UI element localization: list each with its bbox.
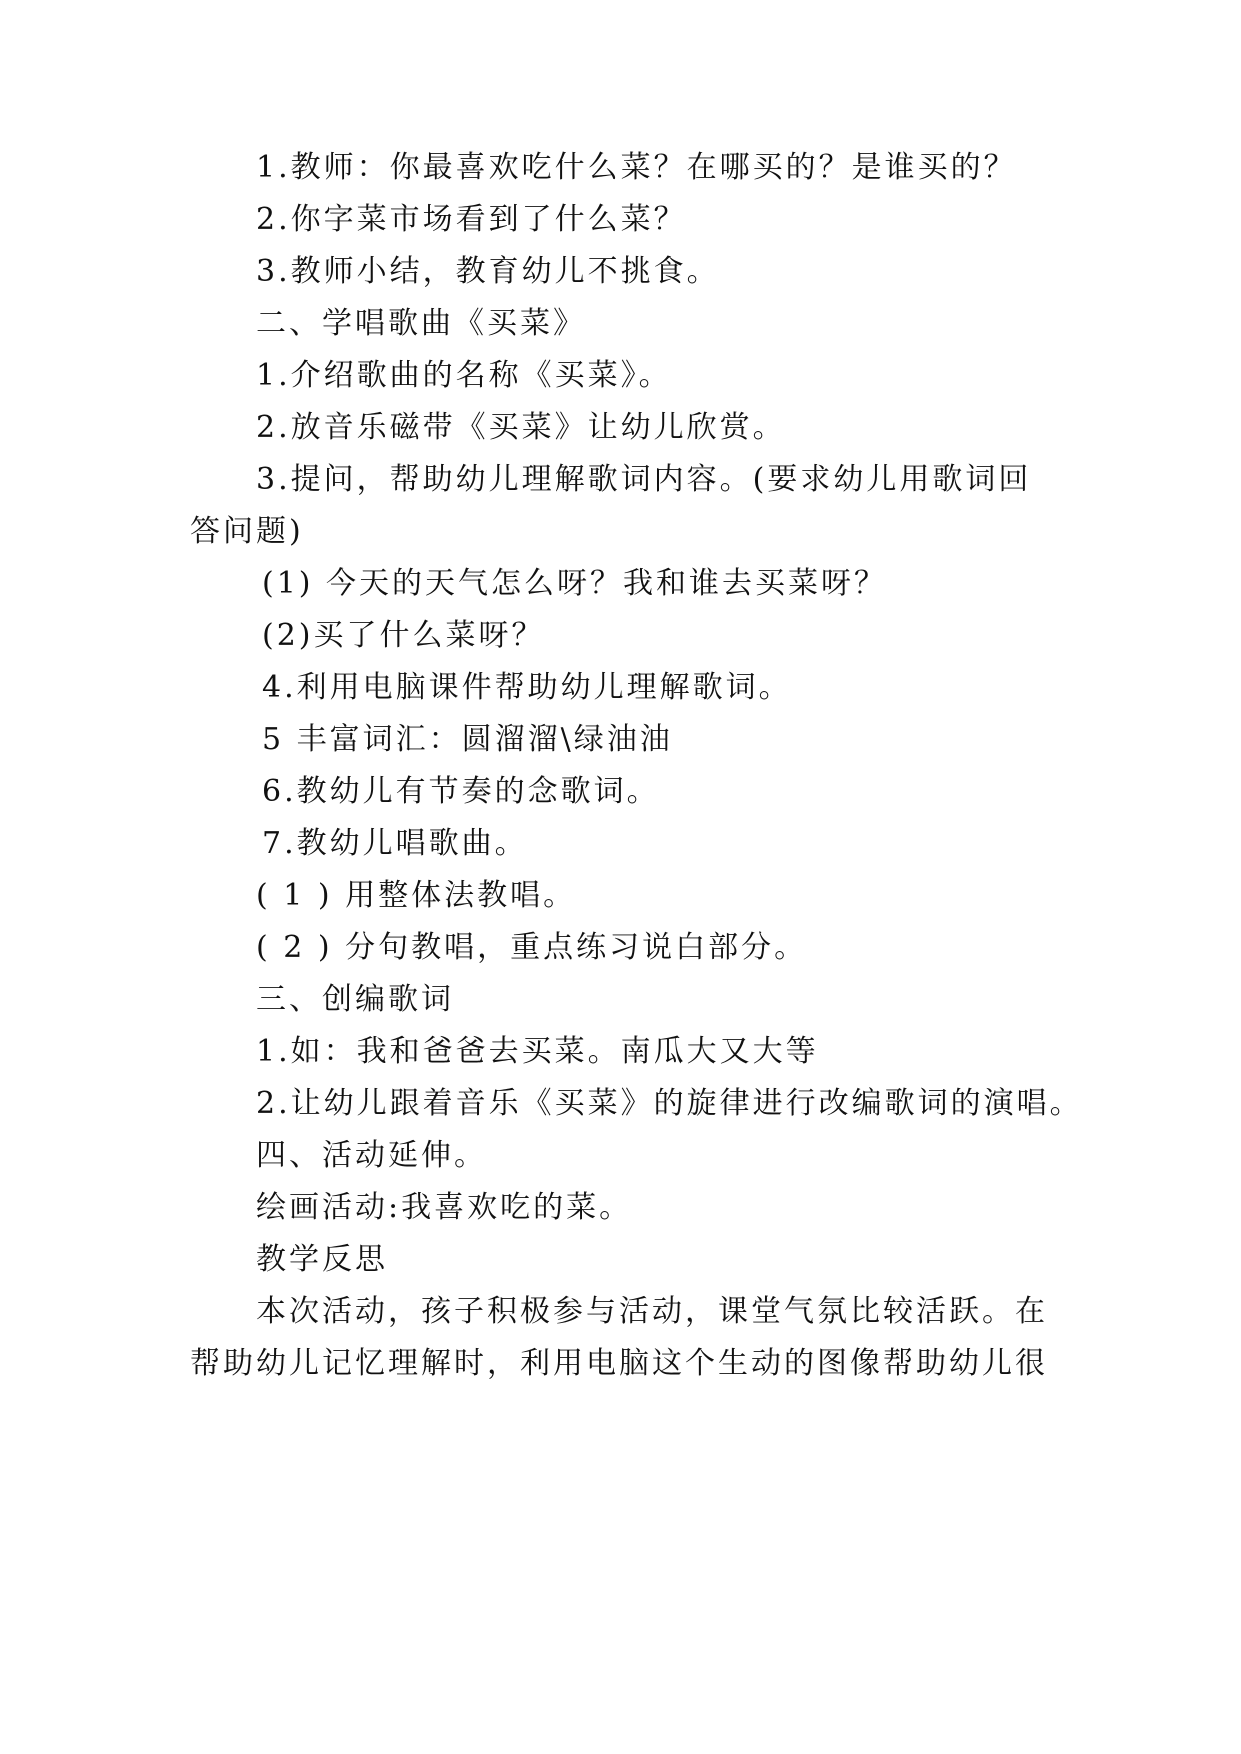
section-heading: 三、创编歌词 bbox=[256, 982, 454, 1017]
text-line: ( 2 ) 分句教唱，重点练习说白部分。 bbox=[256, 930, 808, 965]
text-line: 6.教幼儿有节奏的念歌词。 bbox=[262, 774, 660, 809]
text-line: 5 丰富词汇：圆溜溜\绿油油 bbox=[262, 722, 673, 757]
section-heading: 四、活动延伸。 bbox=[256, 1138, 487, 1173]
text-line: 2.你字菜市场看到了什么菜？ bbox=[256, 202, 687, 237]
text-line: ( 1 ) 用整体法教唱。 bbox=[256, 878, 577, 913]
text-line: 1.教师：你最喜欢吃什么菜？在哪买的？是谁买的？ bbox=[256, 150, 1017, 185]
text-line: 2.让幼儿跟着音乐《买菜》的旋律进行改编歌词的演唱。 bbox=[256, 1086, 1083, 1121]
section-heading: 二、学唱歌曲《买菜》 bbox=[256, 306, 586, 341]
text-line: 3.教师小结，教育幼儿不挑食。 bbox=[256, 254, 720, 289]
text-line: 1.如：我和爸爸去买菜。南瓜大又大等 bbox=[256, 1034, 819, 1069]
text-line: 2.放音乐磁带《买菜》让幼儿欣赏。 bbox=[256, 410, 786, 445]
text-line: 4.利用电脑课件帮助幼儿理解歌词。 bbox=[262, 670, 792, 705]
text-line: (1) 今天的天气怎么呀？我和谁去买菜呀？ bbox=[262, 566, 888, 601]
text-line: 本次活动，孩子积极参与活动，课堂气氛比较活跃。在 bbox=[256, 1294, 1048, 1329]
text-line: 帮助幼儿记忆理解时，利用电脑这个生动的图像帮助幼儿很 bbox=[190, 1346, 1048, 1381]
text-line: 答问题) bbox=[190, 514, 304, 549]
text-line: 1.介绍歌曲的名称《买菜》。 bbox=[256, 358, 672, 393]
section-heading: 教学反思 bbox=[256, 1242, 388, 1277]
text-line: 7.教幼儿唱歌曲。 bbox=[262, 826, 528, 861]
text-line: (2)买了什么菜呀？ bbox=[262, 618, 545, 653]
text-line: 绘画活动:我喜欢吃的菜。 bbox=[256, 1190, 633, 1225]
text-line: 3.提问，帮助幼儿理解歌词内容。(要求幼儿用歌词回 bbox=[256, 462, 1032, 497]
